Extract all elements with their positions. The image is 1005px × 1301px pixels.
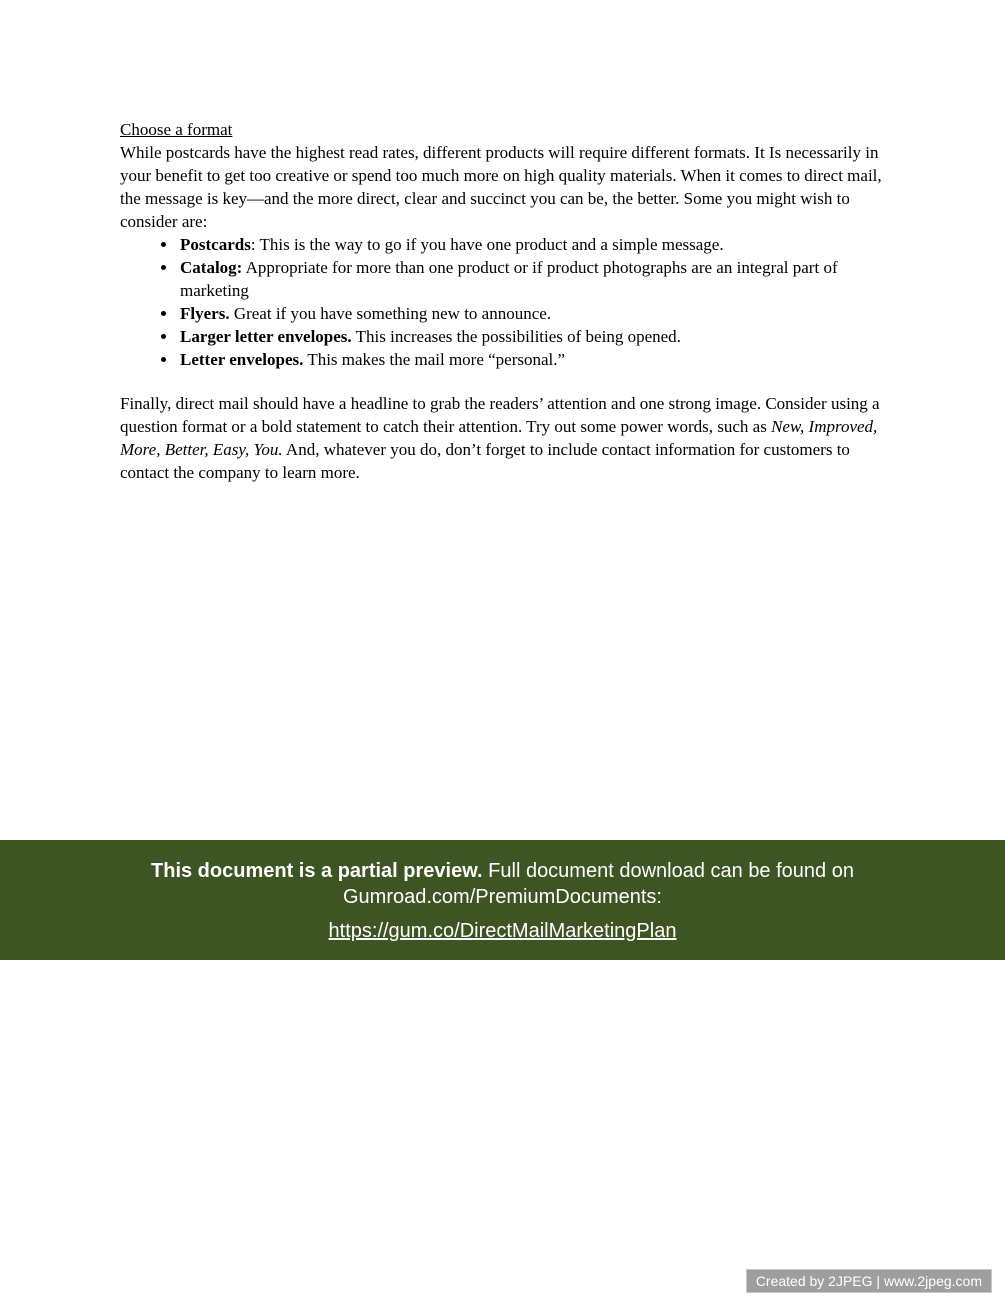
- list-item: [178, 302, 892, 325]
- bullet-bold-label: Postcards: [180, 235, 251, 254]
- closing-text-start: Finally, direct mail should have a headline to grab the readers’ attention and one strong image. Consider using a question format or a bold statement to catch their attention. Try out some power words, such as: [120, 394, 880, 436]
- bullet-text: Great if you have something new to announce.: [229, 304, 552, 323]
- closing-text-end: And, whatever you do, don’t forget to include contact information for customers to contact the company to learn more.: [120, 440, 850, 482]
- document-content: [120, 118, 892, 484]
- banner-message: [78, 858, 928, 910]
- list-item: [178, 233, 892, 256]
- closing-paragraph: [120, 392, 892, 484]
- watermark: [746, 1269, 992, 1293]
- bullet-bold-label: Catalog:: [180, 258, 243, 277]
- list-item: [178, 325, 892, 348]
- bullet-text: : This is the way to go if you have one product and a simple message.: [250, 235, 724, 254]
- bullet-bold-label: Larger letter envelopes.: [180, 327, 352, 346]
- page-heading: Choose a format: [120, 120, 233, 139]
- list-item: [178, 256, 892, 302]
- banner-regular-text: Full document download can be found on Gumroad.com/PremiumDocuments:: [343, 860, 854, 908]
- watermark-text: Created by 2JPEG | www.2jpeg.com: [755, 1273, 982, 1289]
- preview-banner: [0, 840, 1005, 960]
- bullet-bold-label: Flyers.: [180, 304, 230, 323]
- bullet-list: [154, 233, 892, 371]
- banner-link-line: [0, 920, 1005, 943]
- bullet-text: This makes the mail more “personal.”: [303, 350, 566, 369]
- intro-paragraph: While postcards have the highest read rates, different products will require different formats. It Is necessarily in your benefit to get too creative or spend too much more on high quality materials. When it comes to direct mail, the message is key—and the more direct, clear and succinct you can be, the better. Some you might wish to consider are:: [120, 143, 882, 231]
- download-link[interactable]: https://gum.co/DirectMailMarketingPlan: [328, 920, 677, 942]
- bullet-bold-label: Letter envelopes.: [180, 350, 304, 369]
- closing-power-words: New, Improved, More, Better, Easy, You.: [120, 417, 878, 459]
- list-item: [178, 348, 892, 371]
- bullet-text: This increases the possibilities of being opened.: [351, 327, 681, 346]
- banner-bold-text: This document is a partial preview.: [151, 860, 483, 882]
- bullet-text: Appropriate for more than one product or if product photographs are an integral part of marketing: [180, 258, 838, 300]
